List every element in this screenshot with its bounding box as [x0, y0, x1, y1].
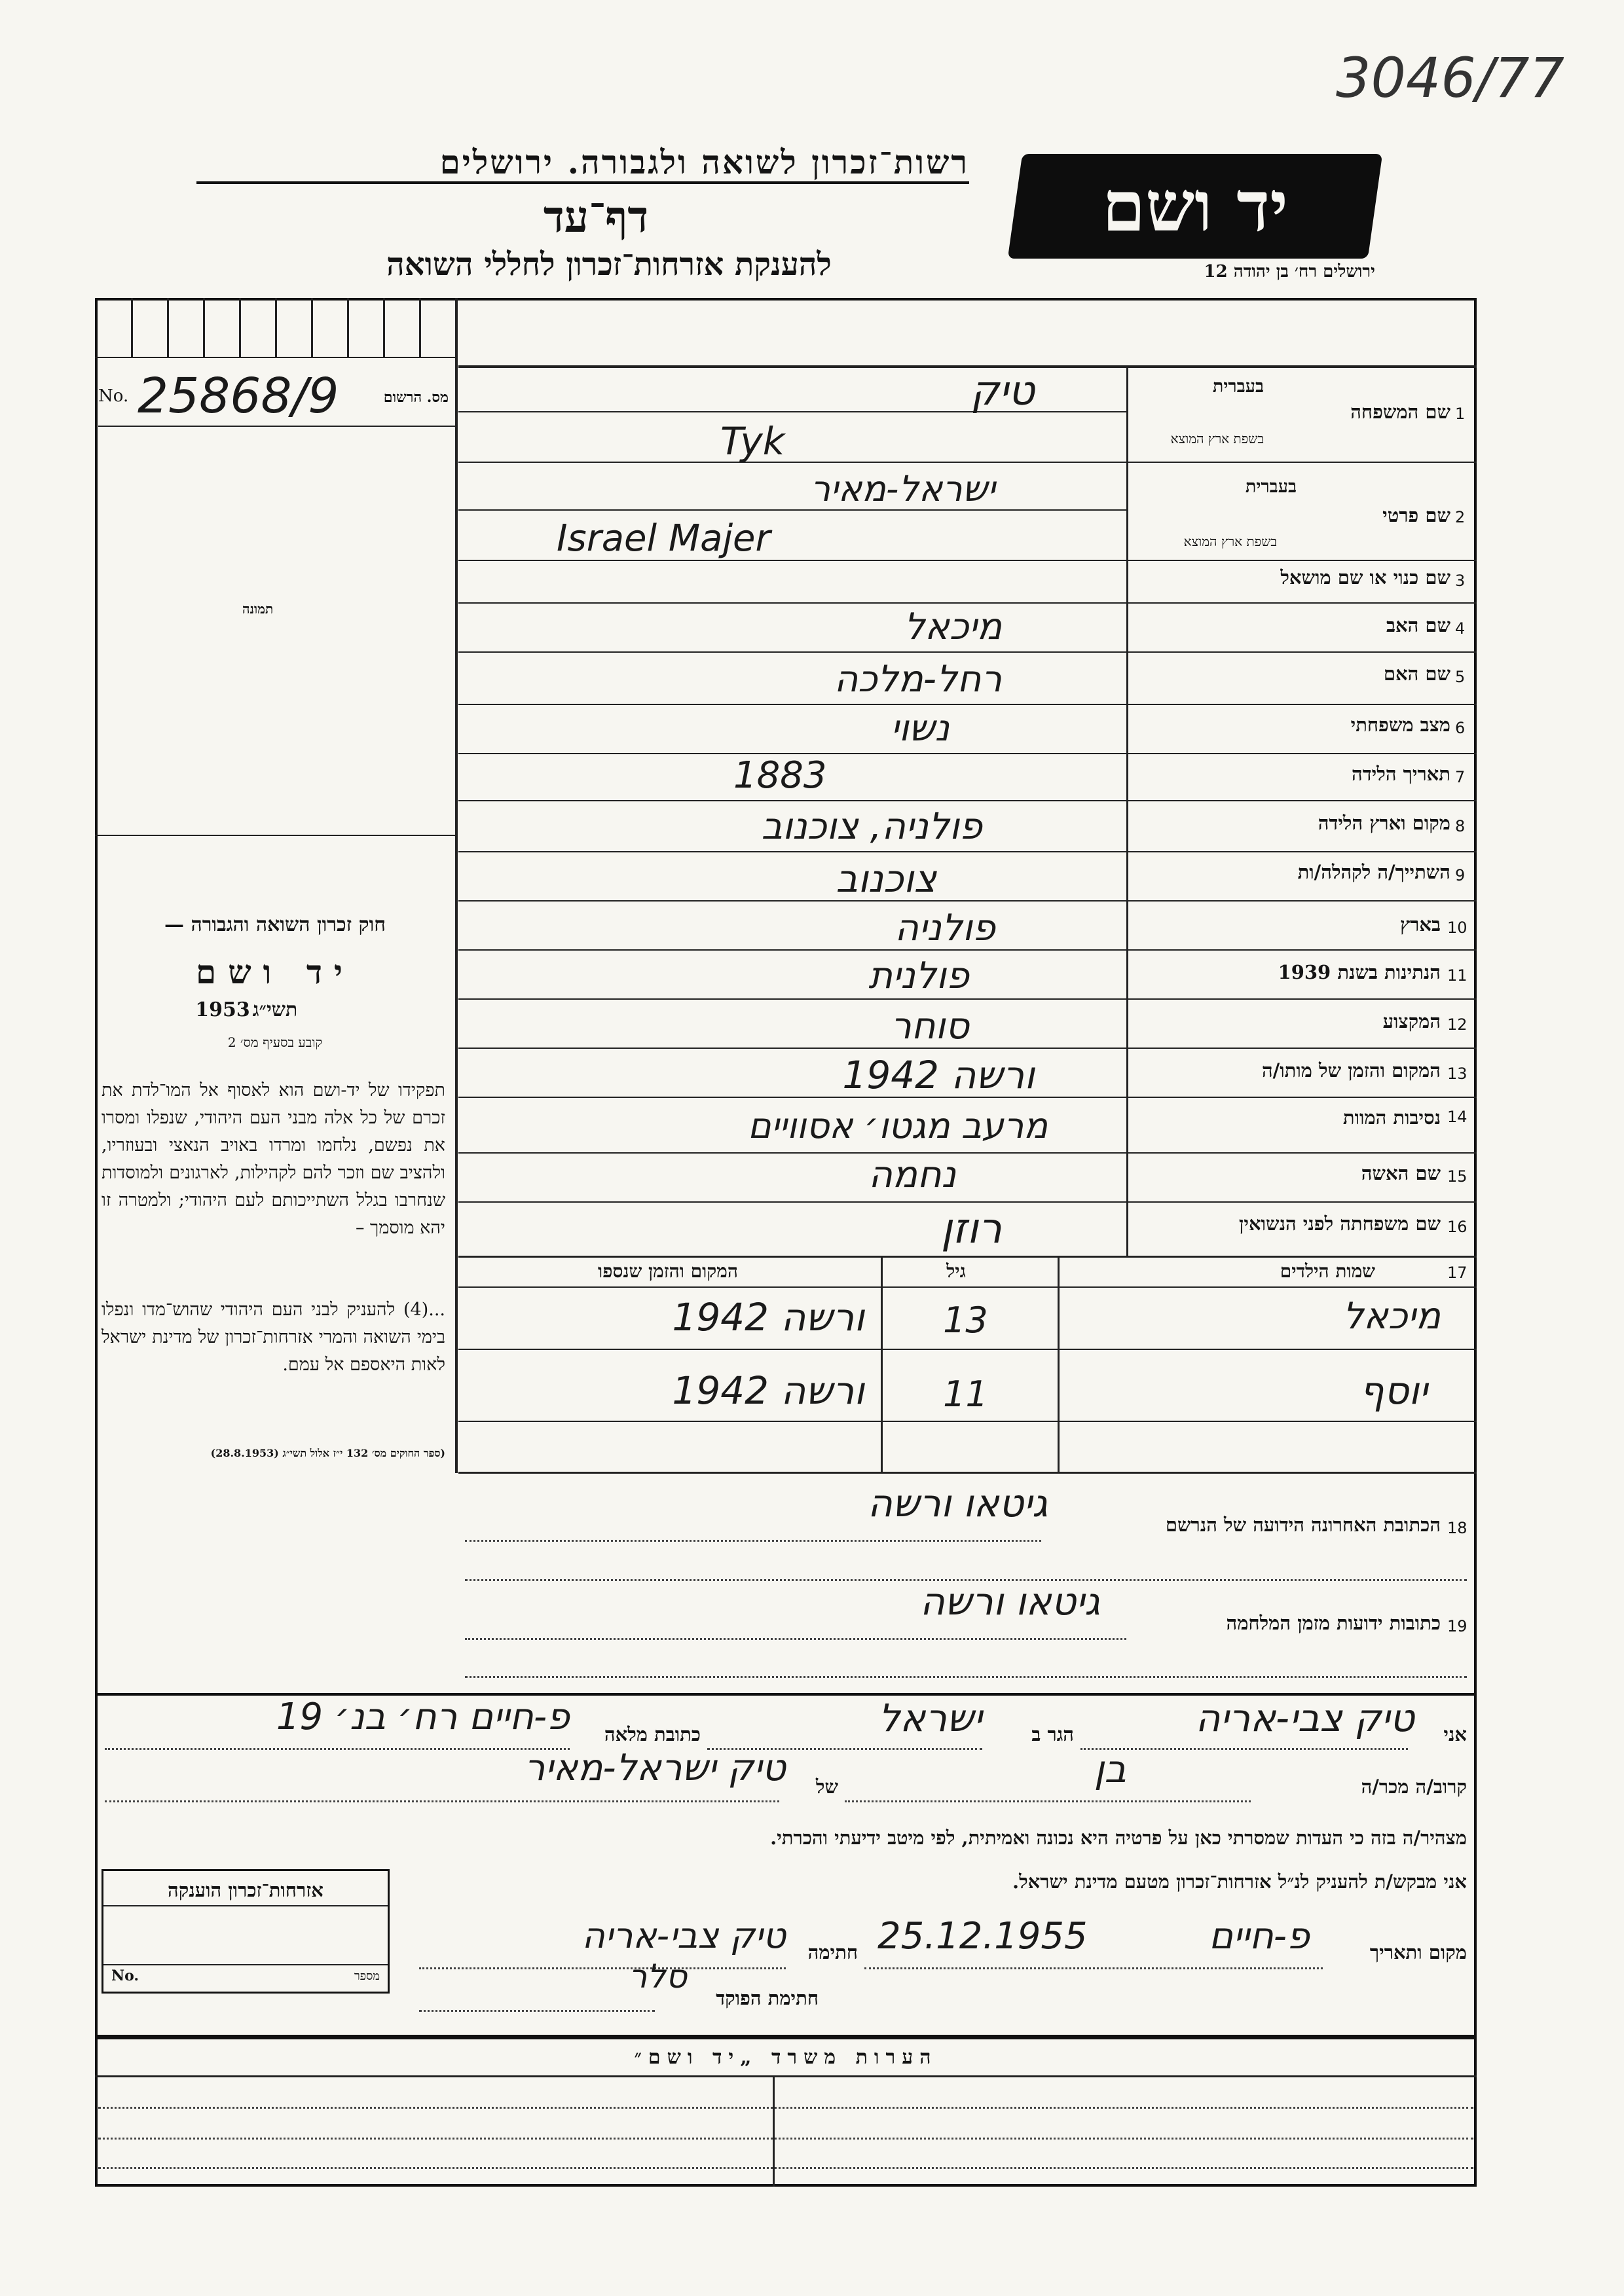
- field-2-sub-hebrew: בעברית: [1245, 477, 1297, 497]
- field-11-num: 11: [1447, 966, 1467, 985]
- grid-cell-divider: [347, 298, 349, 357]
- row-rule: [458, 900, 1477, 902]
- law-section: קובע בסעיף מס׳ 2: [227, 1034, 323, 1050]
- field-18-num: 18: [1447, 1519, 1467, 1537]
- registration-no: [98, 368, 455, 426]
- row-rule: [458, 800, 1477, 801]
- row-rule: [458, 949, 1477, 951]
- remarks-divider: [773, 2075, 775, 2187]
- row-rule: [458, 651, 1477, 653]
- law-name: יד ושם: [196, 953, 354, 991]
- decl-name-line: [1080, 1748, 1408, 1750]
- field-5-value: רחל-מלכה: [834, 658, 1002, 701]
- grid-cell-divider: [383, 298, 385, 357]
- field-6-label: מצב משפחתי: [1350, 714, 1450, 736]
- field-7-num: 7: [1455, 768, 1466, 786]
- reg-no-label-en: No.: [98, 386, 129, 406]
- child-2-place: ורשה 1942: [672, 1368, 864, 1413]
- field-16-value: רוזן: [940, 1205, 1002, 1253]
- field-19-label: כתובות ידועות מזמן המלחמה: [1226, 1612, 1441, 1634]
- row-rule: [458, 1256, 1477, 1258]
- field-7-label: תאריך הלידה: [1352, 763, 1450, 785]
- children-row-rule: [458, 1421, 1477, 1422]
- reg-number: 25868/9: [138, 368, 339, 424]
- decl-name: טיק צבי-אריה: [1195, 1696, 1414, 1740]
- decl-place-date-label: מקום ותאריך: [1369, 1941, 1467, 1963]
- field-2-value-hebrew: ישראל-מאיר: [810, 468, 995, 509]
- grid-cell-divider: [131, 298, 133, 357]
- grid-cell-divider: [311, 298, 313, 357]
- decl-date-line: [864, 1967, 1323, 1969]
- field-11-label: הנתינות בשנת 1939: [1278, 961, 1441, 983]
- child-2-name: יוסף: [1359, 1368, 1428, 1413]
- row-rule: [458, 560, 1477, 561]
- law-title: חוק זכרון השואה והגבורה —: [164, 913, 386, 936]
- decl-place: פ-חיים: [1209, 1915, 1310, 1958]
- decl-of-line: [105, 1800, 779, 1802]
- field-10-num: 10: [1447, 919, 1467, 937]
- children-header-rule: [458, 1286, 1477, 1288]
- decl-officer-line: [419, 2010, 655, 2012]
- remarks-line: [98, 2107, 1473, 2109]
- certificate-no-label: No.: [111, 1967, 139, 1984]
- field-19-dotline-2: [465, 1676, 1467, 1678]
- remarks-title: הערות משרד „יד ושם״: [634, 2046, 938, 2069]
- child-1-name: מיכאל: [1342, 1295, 1441, 1338]
- certificate-title: אזרחות־זכרון הוענקה: [168, 1879, 323, 1901]
- field-9-value: צוכנוב: [836, 856, 936, 901]
- field-1-value-local: Tyk: [720, 419, 785, 464]
- field-1-sub-local: בשפת ארץ המוצא: [1170, 431, 1264, 446]
- reg-rule: [98, 426, 455, 427]
- grid-cell-divider: [167, 298, 169, 357]
- law-year: 1953: [195, 998, 250, 1021]
- field-4-num: 4: [1455, 619, 1466, 638]
- remarks-rule: [95, 2075, 1477, 2077]
- decl-signature-line: [419, 1967, 786, 1969]
- archive-number: 3046/77: [1336, 46, 1564, 110]
- child-1-place: ורשה 1942: [672, 1295, 864, 1339]
- field-16-label: שם משפחתה לפני הנשואין: [1239, 1212, 1441, 1235]
- decl-ani: אני: [1443, 1723, 1467, 1745]
- grid-cell-divider: [275, 298, 277, 357]
- section-rule: [458, 1472, 1477, 1474]
- field-5-label: שם האם: [1383, 663, 1450, 685]
- field-9-label: השתייך/ה לקהלה/ות: [1297, 861, 1450, 883]
- field-15-label: שם האשה: [1361, 1162, 1441, 1184]
- row-rule: [458, 602, 1477, 604]
- children-header-names: שמות הילדים: [1280, 1260, 1375, 1282]
- field-13-value: ורשה 1942: [842, 1053, 1035, 1097]
- remarks-line: [98, 2167, 1473, 2169]
- photo-bottom-rule: [95, 835, 455, 836]
- field-12-value: סוחר: [891, 1005, 969, 1048]
- decl-signature-label: חתימה: [807, 1941, 858, 1963]
- children-header-age: גיל: [946, 1260, 966, 1282]
- grid-cell-divider: [203, 298, 205, 357]
- row-rule: [458, 851, 1477, 852]
- children-col-divider: [1058, 1256, 1060, 1472]
- field-2-sub-local: בשפת ארץ המוצא: [1183, 534, 1277, 549]
- form-title: דף־עד: [543, 191, 649, 242]
- field-2-label: שם פרטי: [1382, 504, 1450, 526]
- decl-relative-label: קרוב/ה מכר/ה: [1361, 1776, 1467, 1798]
- decl-relation-line: [845, 1800, 1251, 1802]
- decl-statement-2: אני מבקש/ת להעניק לנ״ל אזרחות־זכרון מטעם מדינת ישראל.: [1012, 1870, 1467, 1893]
- field-12-num: 12: [1447, 1015, 1467, 1034]
- decl-address-label: כתובת מלאה: [604, 1723, 701, 1745]
- decl-city: ישראל: [878, 1696, 982, 1740]
- label-column-divider: [1126, 365, 1128, 1256]
- decl-officer-label: חתימת הפוקד: [716, 1987, 819, 2009]
- decl-resides-label: הגר ב: [1031, 1723, 1074, 1745]
- field-13-label: המקום והזמן של מותו/ה: [1261, 1059, 1441, 1082]
- field-3-num: 3: [1455, 572, 1466, 590]
- row-rule: [458, 509, 1126, 511]
- field-4-value: מיכאל: [904, 606, 1002, 648]
- field-8-num: 8: [1455, 817, 1466, 835]
- decl-statement-1: מצהיר/ה בזה כי העדות שמסרתי כאן על פרטיה היא נכונה ואמיתית, לפי מיטב ידיעתי והכרתי.: [770, 1827, 1467, 1849]
- field-1-num: 1: [1455, 405, 1466, 423]
- reg-no-label-he: מס. הרשום: [383, 389, 449, 406]
- decl-address: פ-חיים רח׳ בנ׳ 19: [276, 1696, 570, 1738]
- field-11-value: פולנית: [868, 955, 969, 997]
- row-rule: [458, 1048, 1477, 1049]
- field-15-num: 15: [1447, 1167, 1467, 1186]
- field-10-label: בארץ: [1400, 913, 1441, 936]
- field-2-num: 2: [1455, 508, 1466, 526]
- children-header-place: המקום והזמן שנספו: [598, 1260, 738, 1282]
- address: ירושלים רח׳ בן יהודה 12: [1204, 262, 1375, 282]
- field-19-dotline: [465, 1638, 1126, 1640]
- grid-cell-divider: [239, 298, 241, 357]
- law-para-2: ...(4) להעניק לבני העם היהודי שהוש־מדו ונפלו בימי השואה והמרי אזרחות־זכרון של מדינת ישראל לאות היאספם אל עמם.: [101, 1300, 445, 1375]
- top-grid-rule: [95, 357, 455, 358]
- certificate-no-rule: [103, 1964, 388, 1965]
- field-1-sub-hebrew: בעברית: [1212, 376, 1264, 397]
- left-column-divider: [455, 298, 458, 1473]
- grid-cell-divider: [419, 298, 421, 357]
- remarks-line: [98, 2138, 1473, 2140]
- row-rule: [458, 462, 1477, 463]
- field-19-num: 19: [1447, 1617, 1467, 1635]
- field-18-dotline: [465, 1540, 1041, 1542]
- field-19-value: גיטאו ורשה: [919, 1579, 1100, 1624]
- child-2-age: 11: [943, 1374, 988, 1415]
- law-year-heb: תשי״ג: [252, 998, 298, 1021]
- field-3-label: שם כנוי או שם מושאל: [1280, 566, 1450, 589]
- field-10-value: פולניה: [895, 907, 995, 949]
- row-rule: [458, 704, 1477, 705]
- row-rule: [458, 1152, 1477, 1154]
- yad-vashem-logo: [1008, 154, 1382, 259]
- field-12-label: המקצוע: [1382, 1010, 1441, 1032]
- field-7-value: 1883: [733, 754, 827, 797]
- form-subtitle: להענקת אזרחות־זכרון לחללי השואה: [386, 246, 832, 283]
- law-citation: (ספר החוקים מס׳ 132 י״ז אלול תשי״ג (28.8.1953): [210, 1447, 445, 1459]
- decl-relation: בן: [1094, 1747, 1126, 1791]
- field-16-num: 16: [1447, 1218, 1467, 1236]
- field-5-num: 5: [1455, 668, 1466, 686]
- certificate-number-label: מספר: [354, 1969, 380, 1983]
- field-14-num: 14: [1447, 1108, 1467, 1126]
- decl-of-label: של: [815, 1776, 838, 1798]
- law-para-1: תפקידו של יד-ושם הוא לאסוף אל המו־לדת את זכרם של כל אלה מבני העם היהודי, שנפלו ומסרו את נפשם, נלחמו ומרדו באויב הנאצי ובעוזריו, ולהציב שם וזכר להם לקהילות, לארגונים ולמוסדות שנחרבו בגלל השתייכותם לעם היהודי; ולמטרה זו יהא מוסמך –: [101, 1080, 445, 1238]
- logo-text: יד ושם: [1102, 165, 1288, 247]
- decl-of-name: טיק ישראל-מאיר: [524, 1747, 786, 1789]
- org-name: רשות־זכרון לשואה ולגבורה. ירושלים: [196, 143, 969, 184]
- field-6-value: נשוי: [891, 707, 950, 750]
- decl-officer: סלר: [629, 1958, 688, 1995]
- field-6-num: 6: [1455, 719, 1466, 737]
- children-row-rule: [458, 1349, 1477, 1350]
- field-4-label: שם האב: [1386, 614, 1450, 636]
- photo-label: תמונה: [242, 601, 274, 617]
- decl-signature: טיק צבי-אריה: [581, 1915, 786, 1956]
- field-8-label: מקום וארץ הלידה: [1318, 812, 1450, 834]
- children-num: 17: [1447, 1264, 1467, 1282]
- decl-date: 25.12.1955: [877, 1915, 1088, 1958]
- child-1-age: 13: [943, 1300, 988, 1341]
- field-14-label: נסיבות המוות: [1342, 1106, 1441, 1129]
- row-rule: [458, 1201, 1477, 1203]
- field-18-value: גיטאו ורשה: [867, 1481, 1048, 1525]
- children-col-divider: [881, 1256, 883, 1472]
- field-14-value: מרעב מגטו׳ אסוויים: [747, 1105, 1048, 1146]
- field-9-num: 9: [1455, 866, 1466, 884]
- field-15-value: נחמה: [868, 1154, 956, 1196]
- field-2-value-local: Israel Majer: [557, 517, 771, 560]
- certificate-rule: [103, 1905, 388, 1906]
- field-13-num: 13: [1447, 1065, 1467, 1083]
- row-rule: [458, 753, 1477, 754]
- field-1-value-hebrew: טיק: [970, 367, 1035, 414]
- field-1-label: שם המשפחה: [1350, 401, 1450, 423]
- row-rule: [458, 998, 1477, 1000]
- field-8-value: פולניה, צוכנוב: [761, 805, 982, 848]
- field-18-label: הכתובת האחרונה הידועה של הנרשם: [1165, 1514, 1441, 1536]
